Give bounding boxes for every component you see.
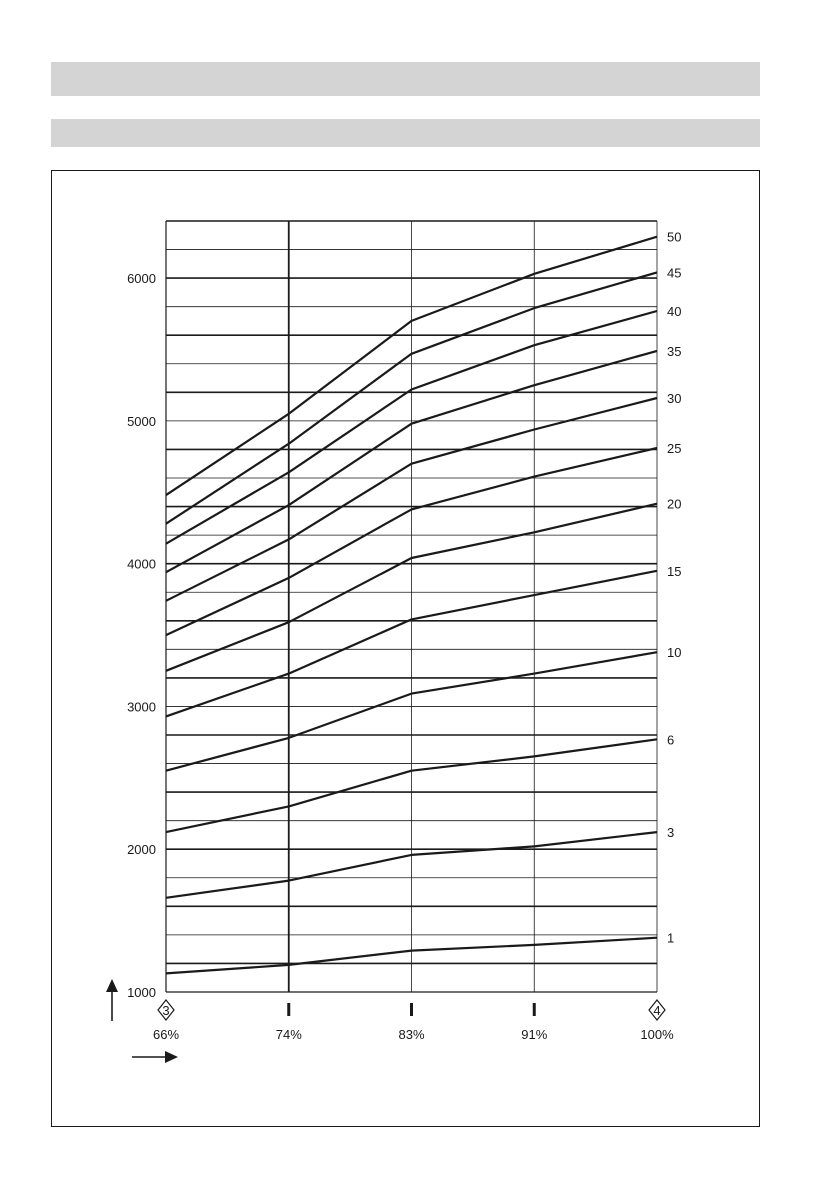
x-marker-label: 4: [653, 1003, 661, 1018]
series-label-1: 1: [667, 930, 675, 946]
series-label-35: 35: [667, 343, 682, 359]
series-label-10: 10: [667, 645, 682, 661]
chart-frame: [51, 170, 760, 1127]
x-marker-label: 3: [162, 1003, 170, 1018]
header-band-bottom: [51, 119, 760, 147]
series-label-25: 25: [667, 441, 682, 457]
series-label-6: 6: [667, 732, 675, 748]
y-tick-label: 2000: [127, 842, 156, 858]
chart-svg: [52, 171, 761, 1128]
x-tick-label: 66%: [152, 1027, 180, 1042]
series-label-20: 20: [667, 496, 682, 512]
y-tick-label: 6000: [127, 271, 156, 287]
header-band-top: [51, 62, 760, 96]
x-tick-label: 91%: [521, 1027, 548, 1042]
series-label-45: 45: [667, 265, 682, 281]
x-direction-arrow-head: [165, 1051, 178, 1063]
series-label-15: 15: [667, 563, 682, 579]
chart-labels: [127, 230, 681, 1042]
series-label-50: 50: [667, 229, 682, 245]
chart-gridlines: [166, 221, 657, 992]
x-tick-label: 74%: [275, 1027, 302, 1042]
y-direction-arrow-head: [106, 979, 118, 992]
y-tick-label: 5000: [127, 413, 156, 429]
chart-axes: [106, 221, 665, 1063]
series-label-30: 30: [667, 391, 682, 407]
y-tick-label: 3000: [127, 699, 156, 715]
x-tick-label: 83%: [398, 1027, 425, 1042]
y-tick-label: 1000: [127, 985, 156, 1000]
series-label-40: 40: [667, 303, 682, 319]
y-tick-label: 4000: [127, 556, 156, 572]
series-label-3: 3: [667, 825, 675, 841]
x-tick-label: 100%: [640, 1027, 674, 1042]
